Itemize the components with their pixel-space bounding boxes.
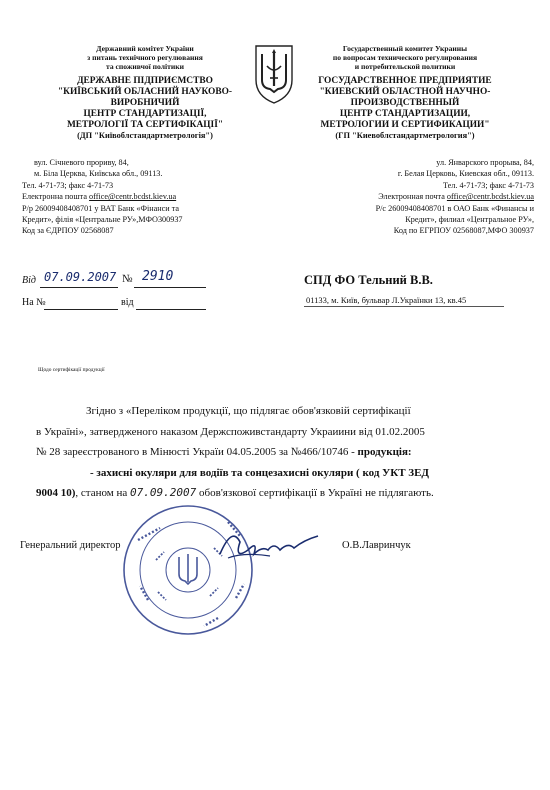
left-address-block [22,157,262,237]
body-line [20,483,520,504]
body-text-span: , станом на [75,487,131,499]
left-committee-line: та споживчої політики [106,62,184,72]
left-bank-line: Р/р 26009408408701 у ВАТ Банк «Фінанси та [22,203,180,213]
signatory-name: О.В.Лавринчук [342,540,411,551]
right-email-link[interactable]: office@centr.bcdst.kiev.ua [446,192,534,202]
right-address-line: Тел. 4-71-73; факс 4-71-73 [442,180,534,190]
handwritten-signature [214,520,324,570]
signatory-title: Генеральний директор [20,540,121,551]
body-line-bold: - захисні окуляри для водіїв та сонцезахисні окуляри ( код УКТ ЗЕД [90,466,429,479]
left-enterprise-line: ЦЕНТР СТАНДАРТИЗАЦІЇ, [83,108,207,119]
right-enterprise-line: МЕТРОЛОГИИ И СЕРТИФИКАЦИИ" [320,119,490,130]
ref-from-label: Від [22,275,36,286]
left-committee [40,44,250,72]
right-committee [300,44,510,72]
body-text-span: обов'язкової сертифікації в Україні не підлягають. [196,487,434,499]
body-bold-span: 9004 10) [36,487,76,499]
body-handwritten-date: 07.09.2007 [130,486,197,499]
left-enterprise-name [40,76,250,131]
right-bank-line: Код по ЕГРПОУ 02568087,МФО 300937 [393,226,534,236]
ref-number-label: № [122,273,133,285]
right-committee-line: Государственный комитет Украины [342,44,468,53]
ref-on-label: На № [22,297,46,308]
ref-date-rule [40,287,118,288]
body-line: Згідно з «Переліком продукції, що підлягає обов'язковій сертифікації [86,405,411,417]
left-address-line: вул. Січневого прориву, 84, [34,158,129,167]
body-line: в Україні», затвердженого наказом Держспоживстандарту Украиини від 01.02.2005 [36,425,425,438]
trident-emblem-icon [251,40,297,106]
right-address-line: г. Белая Церковь, Киевская обл., 09113. [397,169,534,179]
right-short-name: (ГП "Киевоблстандартметрология") [335,130,475,140]
left-enterprise-line: МЕТРОЛОГІЇ ТА СЕРТИФІКАЦІЇ" [66,119,224,130]
recipient-name: СПД ФО Тельний В.В. [304,273,433,287]
ref-date-handwritten: 07.09.2007 [44,270,117,284]
ref-on-rule [44,309,118,310]
right-enterprise-name [300,76,510,131]
body-bold-span: продукція: [357,446,412,458]
left-email-label: Електронна пошта [22,192,90,202]
left-bank-line: Кредит», філія «Центральне РУ»,МФО300937 [22,215,183,225]
recipient-rule [304,306,504,307]
right-enterprise-line: "КИЕВСКИЙ ОБЛАСТНОЙ НАУЧНО- [319,86,491,97]
right-committee-line: по вопросам технического регулирования [332,53,478,63]
left-email-line [22,191,262,202]
body-line [20,442,520,463]
left-committee-line: з питань технічного регулювання [87,53,203,63]
ref-number-rule [134,287,206,288]
ref-of-rule [136,309,206,310]
right-address-block [312,157,534,237]
right-address-line: ул. Январского прорыва, 84, [436,158,534,167]
right-bank-line: Р/с 26009408408701 в ОАО Банк «Финансы и [375,203,534,213]
recipient-address: 01133, м. Київ, бульвар Л.Українки 13, кв.45 [306,295,467,305]
left-enterprise-line: ДЕРЖАВНЕ ПІДПРИЄМСТВО [77,75,213,86]
right-enterprise-line: ПРОИЗВОДСТВЕННЫЙ [350,97,460,108]
right-enterprise-line: ЦЕНТР СТАНДАРТИЗАЦИИ, [339,108,471,119]
right-header [300,44,510,141]
letter-body [20,401,520,504]
right-committee-line: и потребительской политики [354,62,456,72]
body-text-span: № 28 зареєстрованого в Мінюсті Україи 04.05.2005 за №466/10746 - [36,446,358,458]
left-email-link[interactable]: office@centr.bcdst.kiev.ua [89,192,177,202]
left-enterprise-line: "КИЇВСЬКИЙ ОБЛАСНИЙ НАУКОВО- [57,86,233,97]
left-header [40,44,250,141]
ref-of-label: від [121,297,134,308]
left-enterprise-line: ВИРОБНИЧИЙ [110,97,180,108]
right-bank-line: Кредит», филиал «Центральное РУ», [405,215,534,225]
left-committee-line: Державний комітет України [96,44,194,53]
left-bank-line: Код за ЄДРПОУ 02568087 [22,226,114,236]
left-address-line: м. Біла Церква, Київська обл., 09113. [34,169,163,179]
right-email-line [312,191,534,202]
subject-line: Щодо сертифікації продукції [38,367,105,373]
right-enterprise-line: ГОСУДАРСТВЕННОЕ ПРЕДПРИЯТИЕ [318,75,492,86]
ref-number-handwritten: 2910 [142,269,174,284]
left-short-name: (ДП "Київоблстандартметрологія") [77,130,213,140]
left-address-line: Тел. 4-71-73; факс 4-71-73 [22,180,114,190]
right-email-label: Электронная почта [378,192,447,202]
